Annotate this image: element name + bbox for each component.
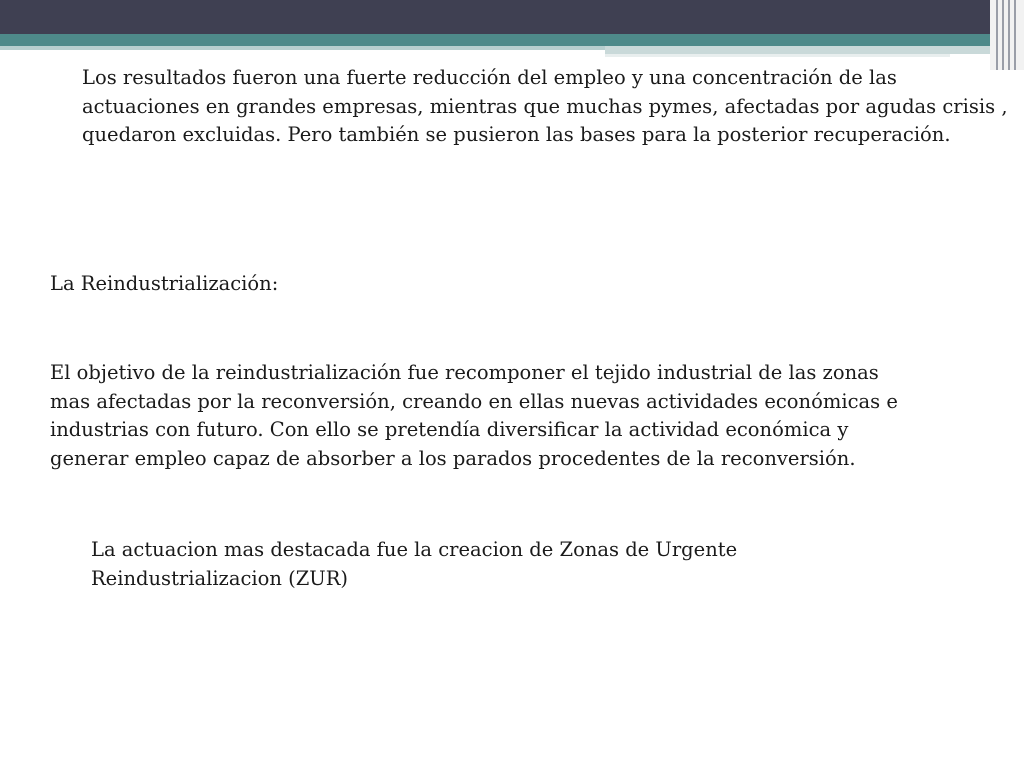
header-light-strip — [0, 46, 605, 50]
header-right-ornament — [990, 0, 1024, 70]
ornament-line — [1002, 0, 1004, 70]
section-heading: La Reindustrialización: — [50, 272, 279, 295]
ornament-line — [1014, 0, 1016, 70]
header-teal-band — [0, 34, 1024, 46]
objective-paragraph: El objetivo de la reindustrialización fue recomponer el tejido industrial de las zonas mas afectadas por la reconversión, creando en ellas nuevas actividades económicas e industrias con futuro. Con ello se pretendía diversificar la actividad económica y generar empleo capaz de absorber a los parados procedentes de la reconversión. — [50, 361, 898, 470]
header-accent-strip — [605, 54, 950, 57]
header-dark-band — [0, 0, 1024, 34]
intro-paragraph: Los resultados fueron una fuerte reducción del empleo y una concentración de las actuaciones en grandes empresas, mientras que muchas pymes, afectadas por agudas crisis , quedaron excluidas. Pero también se pusieron las bases para la posterior recuperación. — [82, 66, 1008, 147]
ornament-line — [1008, 0, 1010, 70]
ornament-line — [996, 0, 998, 70]
zur-paragraph: La actuacion mas destacada fue la creacion de Zonas de Urgente Reindustrializacion (ZUR) — [91, 538, 738, 590]
header-light-strip-right — [605, 46, 1005, 54]
